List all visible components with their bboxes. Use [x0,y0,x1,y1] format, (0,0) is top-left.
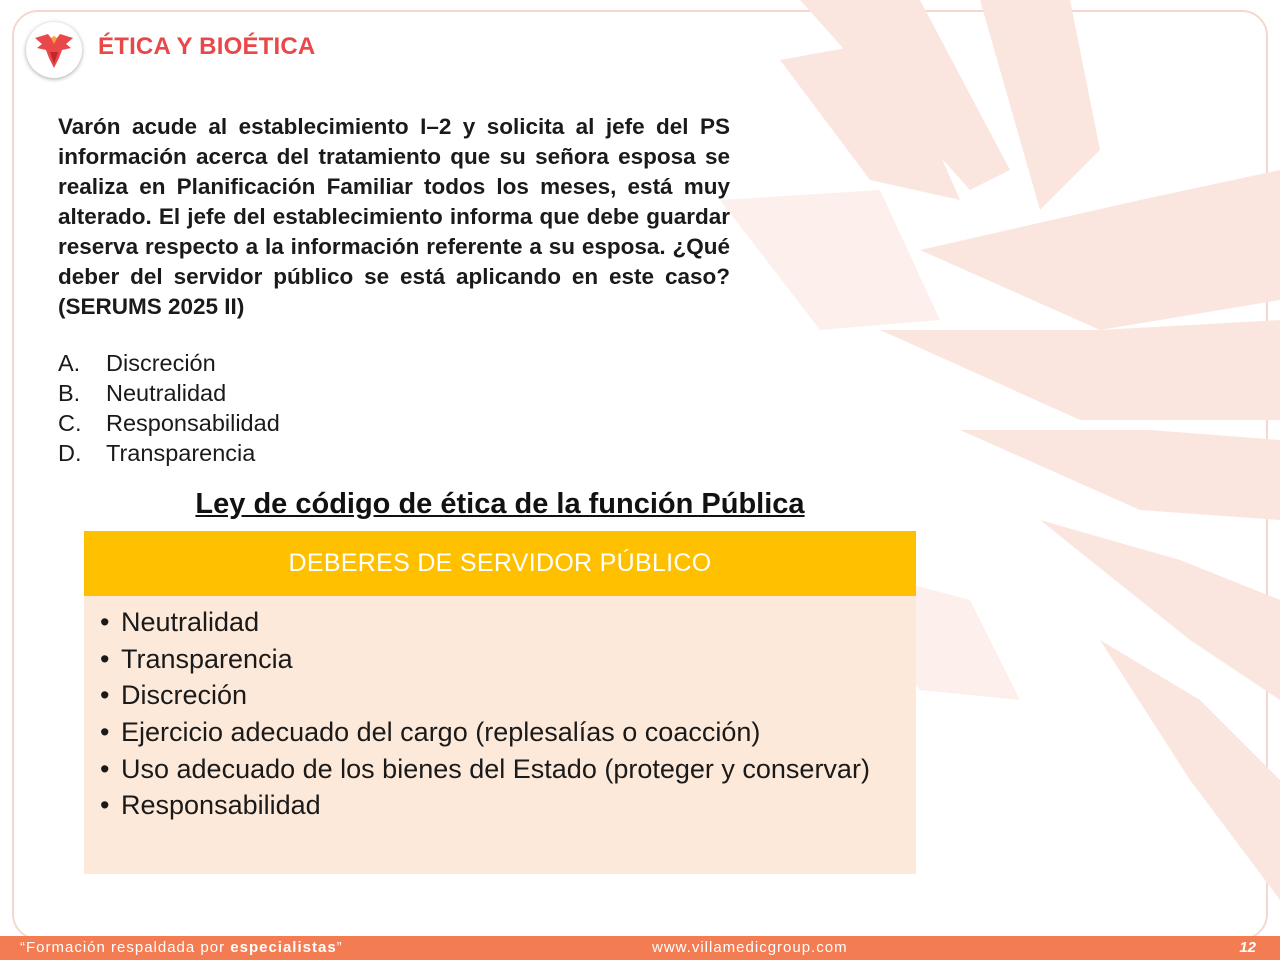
slogan-end: ” [336,939,343,956]
footer-url[interactable]: www.villamedicgroup.com [652,939,848,956]
bullet: • [100,790,110,821]
option-letter: B. [58,380,81,406]
bullet: • [100,680,110,711]
option-b [58,378,280,408]
option-d [58,438,280,468]
option-letter: A. [58,350,81,376]
bullet: • [100,643,110,674]
bullet: • [100,717,110,748]
phoenix-logo-icon [33,30,75,70]
slide-title: ÉTICA Y BIOÉTICA [98,33,316,60]
bullet: • [100,753,110,784]
option-text: Transparencia [106,440,256,466]
answer-options [58,348,280,468]
option-text: Neutralidad [106,380,227,406]
slogan-bold: especialistas [230,939,337,956]
list-item [100,680,896,710]
duty-text: Discreción [121,680,248,711]
list-item [100,644,896,674]
option-text: Responsabilidad [106,410,280,436]
duties-list [100,607,896,820]
duty-text: Ejercicio adecuado del cargo (replesalías o coacción) [121,717,761,748]
duty-text: Responsabilidad [121,790,321,821]
duties-table-header: DEBERES DE SERVIDOR PÚBLICO [84,531,916,596]
duty-text: Uso adecuado de los bienes del Estado (proteger y conservar) [121,753,870,784]
bullet: • [100,607,110,637]
option-a [58,348,280,378]
duties-table-body [84,596,916,874]
option-c [58,408,280,438]
page-number: 12 [1239,939,1256,956]
footer-slogan [20,939,343,956]
option-text: Discreción [106,350,216,376]
option-letter: D. [58,440,82,466]
duty-text: Neutralidad [121,607,260,637]
logo-badge [26,22,82,78]
list-item [100,754,896,784]
list-item [100,717,896,747]
law-title: Ley de código de ética de la función Pública [195,488,805,520]
footer-bar [0,936,1280,960]
list-item [100,790,896,820]
slogan-start: “Formación respaldada por [20,939,231,956]
question-text: Varón acude al establecimiento I–2 y solicita al jefe del PS información acerca del tratamiento que su señora esposa se realiza en Planificación Familiar todos los meses, está muy alterado. El jefe del establecimiento informa que debe guardar reserva respecto a la información referente a su esposa. ¿Qué deber del servidor público se está aplicando en este caso? (SERUMS 2025 II) [58,114,730,319]
list-item [100,607,896,637]
duty-text: Transparencia [121,643,293,674]
option-letter: C. [58,410,82,436]
duties-table [84,531,916,874]
